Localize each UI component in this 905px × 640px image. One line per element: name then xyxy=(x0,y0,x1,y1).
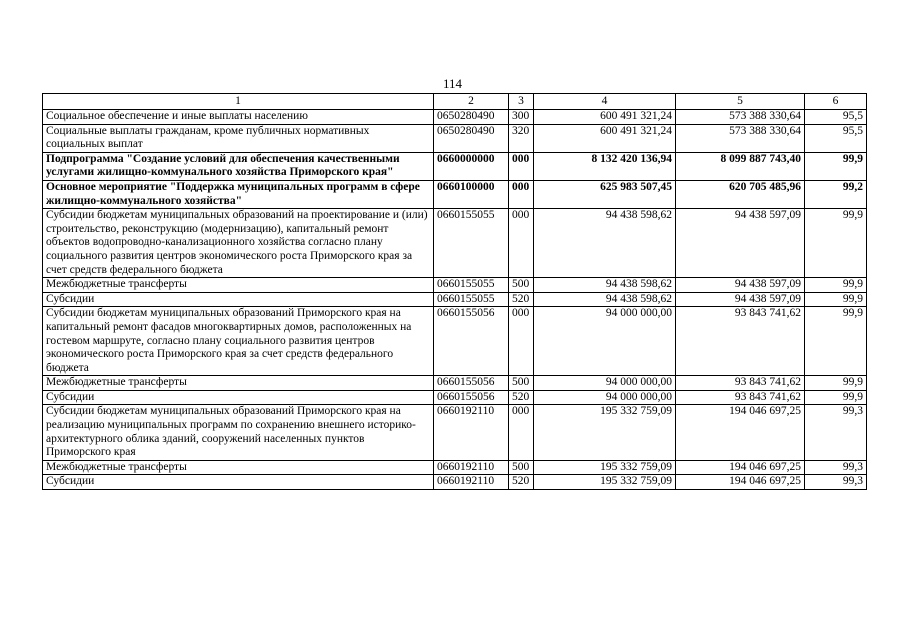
table-row xyxy=(43,124,867,152)
row-expense-type: 520 xyxy=(509,292,534,307)
table-row-main-activity xyxy=(43,180,867,208)
row-plan: 195 332 759,09 xyxy=(534,405,676,460)
row-plan: 94 000 000,00 xyxy=(534,307,676,376)
row-name: Субсидии бюджетам муниципальных образований на проектирование и (или) строительство, реконструкцию (модернизацию), капитальный ремонт объектов водопроводно-канализационного хозяйства согласно плану социального развития центров экономического роста Приморского края за счет средств федерального бюджета xyxy=(43,209,434,278)
row-code: 0650280490 xyxy=(434,110,509,125)
row-fact: 573 388 330,64 xyxy=(676,110,805,125)
row-expense-type: 520 xyxy=(509,390,534,405)
row-percent: 99,3 xyxy=(805,460,867,475)
row-code: 0660192110 xyxy=(434,405,509,460)
row-percent: 95,5 xyxy=(805,110,867,125)
header-col-3: 3 xyxy=(509,94,534,110)
row-percent: 99,3 xyxy=(805,405,867,460)
header-col-1: 1 xyxy=(43,94,434,110)
row-expense-type: 500 xyxy=(509,376,534,391)
row-name: Межбюджетные трансферты xyxy=(43,460,434,475)
row-percent: 99,9 xyxy=(805,307,867,376)
row-expense-type: 500 xyxy=(509,460,534,475)
row-fact: 93 843 741,62 xyxy=(676,307,805,376)
row-expense-type: 520 xyxy=(509,475,534,490)
row-expense-type: 000 xyxy=(509,405,534,460)
row-percent: 99,3 xyxy=(805,475,867,490)
table-row xyxy=(43,460,867,475)
row-fact: 620 705 485,96 xyxy=(676,180,805,208)
row-expense-type: 000 xyxy=(509,152,534,180)
row-code: 0650280490 xyxy=(434,124,509,152)
header-col-6: 6 xyxy=(805,94,867,110)
table-row xyxy=(43,405,867,460)
row-code: 0660192110 xyxy=(434,475,509,490)
row-expense-type: 300 xyxy=(509,110,534,125)
table-row-subprogram xyxy=(43,152,867,180)
row-plan: 94 438 598,62 xyxy=(534,209,676,278)
header-col-5: 5 xyxy=(676,94,805,110)
header-col-4: 4 xyxy=(534,94,676,110)
row-plan: 94 438 598,62 xyxy=(534,292,676,307)
row-percent: 99,9 xyxy=(805,209,867,278)
row-name: Социальные выплаты гражданам, кроме публичных нормативных социальных выплат xyxy=(43,124,434,152)
row-percent: 99,9 xyxy=(805,376,867,391)
row-fact: 93 843 741,62 xyxy=(676,390,805,405)
row-code: 0660155055 xyxy=(434,278,509,293)
row-percent: 95,5 xyxy=(805,124,867,152)
header-col-2: 2 xyxy=(434,94,509,110)
row-fact: 94 438 597,09 xyxy=(676,278,805,293)
row-plan: 8 132 420 136,94 xyxy=(534,152,676,180)
row-expense-type: 000 xyxy=(509,180,534,208)
row-name: Субсидии xyxy=(43,475,434,490)
row-fact: 94 438 597,09 xyxy=(676,292,805,307)
row-fact: 573 388 330,64 xyxy=(676,124,805,152)
row-plan: 600 491 321,24 xyxy=(534,124,676,152)
row-code: 0660155056 xyxy=(434,307,509,376)
row-fact: 93 843 741,62 xyxy=(676,376,805,391)
row-code: 0660155056 xyxy=(434,376,509,391)
row-fact: 194 046 697,25 xyxy=(676,405,805,460)
row-name: Социальное обеспечение и иные выплаты населению xyxy=(43,110,434,125)
table-row xyxy=(43,292,867,307)
table-row xyxy=(43,390,867,405)
table-row xyxy=(43,475,867,490)
table-row xyxy=(43,376,867,391)
row-fact: 194 046 697,25 xyxy=(676,460,805,475)
row-percent: 99,9 xyxy=(805,390,867,405)
row-code: 0660155055 xyxy=(434,209,509,278)
row-plan: 195 332 759,09 xyxy=(534,475,676,490)
table-row xyxy=(43,278,867,293)
row-plan: 94 438 598,62 xyxy=(534,278,676,293)
row-name: Межбюджетные трансферты xyxy=(43,376,434,391)
table-row xyxy=(43,307,867,376)
table-row xyxy=(43,110,867,125)
row-name: Субсидии xyxy=(43,292,434,307)
row-plan: 94 000 000,00 xyxy=(534,376,676,391)
row-expense-type: 000 xyxy=(509,209,534,278)
row-plan: 94 000 000,00 xyxy=(534,390,676,405)
header-row xyxy=(43,94,867,110)
row-name: Межбюджетные трансферты xyxy=(43,278,434,293)
row-name: Основное мероприятие "Поддержка муниципальных программ в сфере жилищно-коммунального хозяйства" xyxy=(43,180,434,208)
row-plan: 625 983 507,45 xyxy=(534,180,676,208)
row-plan: 195 332 759,09 xyxy=(534,460,676,475)
row-fact: 8 099 887 743,40 xyxy=(676,152,805,180)
budget-table xyxy=(42,93,867,490)
row-plan: 600 491 321,24 xyxy=(534,110,676,125)
row-code: 0660192110 xyxy=(434,460,509,475)
row-percent: 99,9 xyxy=(805,292,867,307)
row-code: 0660155056 xyxy=(434,390,509,405)
row-name: Субсидии xyxy=(43,390,434,405)
row-expense-type: 000 xyxy=(509,307,534,376)
row-name: Субсидии бюджетам муниципальных образований Приморского края на капитальный ремонт фасадов многоквартирных домов, расположенных на гостевом маршруте, согласно плану социального развития центров экономического роста Приморского края за счет средств федерального бюджета xyxy=(43,307,434,376)
row-name: Субсидии бюджетам муниципальных образований Приморского края на реализацию муниципальных программ по сохранению внешнего историко-архитектурного облика зданий, сооружений населенных пунктов Приморского края xyxy=(43,405,434,460)
row-code: 0660000000 xyxy=(434,152,509,180)
row-fact: 94 438 597,09 xyxy=(676,209,805,278)
row-code: 0660100000 xyxy=(434,180,509,208)
row-percent: 99,2 xyxy=(805,180,867,208)
row-fact: 194 046 697,25 xyxy=(676,475,805,490)
row-expense-type: 500 xyxy=(509,278,534,293)
table-row xyxy=(43,209,867,278)
row-percent: 99,9 xyxy=(805,278,867,293)
page-number: 114 xyxy=(442,76,463,91)
row-percent: 99,9 xyxy=(805,152,867,180)
row-code: 0660155055 xyxy=(434,292,509,307)
row-name: Подпрограмма "Создание условий для обеспечения качественными услугами жилищно-коммунального хозяйства Приморского края" xyxy=(43,152,434,180)
row-expense-type: 320 xyxy=(509,124,534,152)
